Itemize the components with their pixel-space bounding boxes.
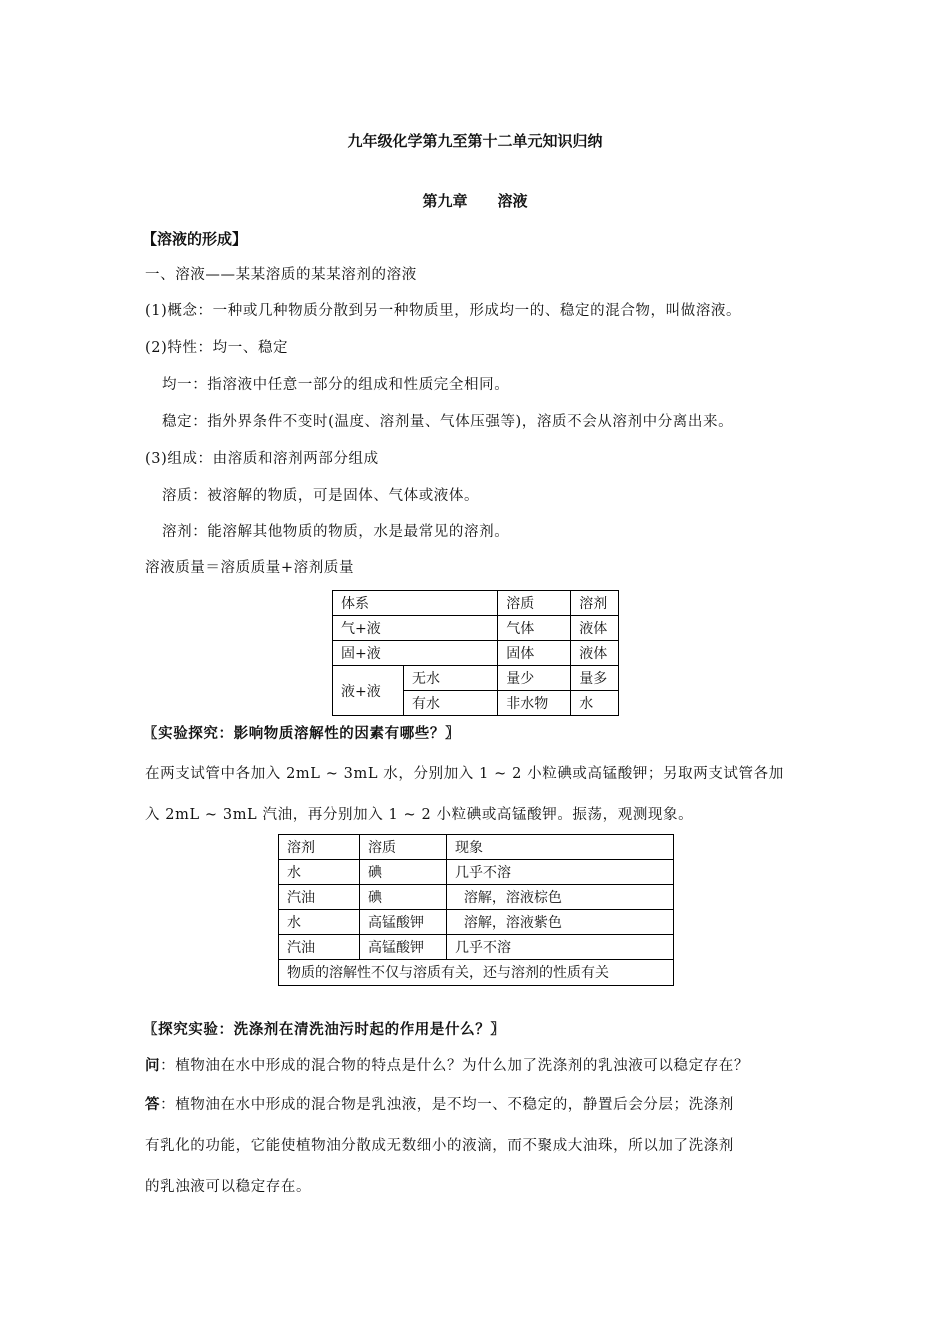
answer-line-1 xyxy=(145,1093,734,1114)
table-row xyxy=(279,960,674,986)
solubility-experiment-table xyxy=(278,834,674,986)
table-cell: 水 xyxy=(279,860,360,885)
document-title: 九年级化学第九至第十二单元知识归纳 xyxy=(347,132,603,150)
table-cell: 液体 xyxy=(571,616,619,641)
table-cell: 几乎不溶 xyxy=(447,935,674,960)
concept-line: (1)概念：一种或几种物质分散到另一种物质里，形成均一的、稳定的混合物，叫做溶液。 xyxy=(145,303,742,319)
table-header-cell: 溶剂 xyxy=(279,835,360,860)
question-line xyxy=(145,1054,749,1075)
solute-line: 溶质：被溶解的物质，可是固体、气体或液体。 xyxy=(162,488,480,504)
table-header-cell: 体系 xyxy=(333,591,498,616)
mass-formula: 溶液质量＝溶质质量+溶剂质量 xyxy=(145,560,355,576)
table-cell: 固体 xyxy=(498,641,571,666)
table-row xyxy=(333,616,619,641)
table-cell: 高锰酸钾 xyxy=(360,910,447,935)
experiment-1-title: 〖实验探究：影响物质溶解性的因素有哪些？〗 xyxy=(143,726,461,742)
table-cell: 汽油 xyxy=(279,935,360,960)
table-cell: 液+液 xyxy=(333,666,404,716)
table-cell: 几乎不溶 xyxy=(447,860,674,885)
answer-line-3: 的乳浊液可以稳定存在。 xyxy=(145,1179,312,1195)
answer-text-1: ：植物油在水中形成的混合物是乳浊液，是不均一、不稳定的，静置后会分层；洗涤剂 xyxy=(160,1097,734,1113)
definition-heading: 一、溶液——某某溶质的某某溶剂的溶液 xyxy=(145,267,417,283)
table-row xyxy=(279,885,674,910)
table-cell: 汽油 xyxy=(279,885,360,910)
table-cell: 碘 xyxy=(360,885,447,910)
table-row xyxy=(279,860,674,885)
experiment-1-line-2: 入 2mL ~ 3mL 汽油，再分别加入 1 ~ 2 小粒碘或高锰酸钾。振荡，观测现象。 xyxy=(145,807,694,823)
experiment-1-line-1: 在两支试管中各加入 2mL ~ 3mL 水，分别加入 1 ~ 2 小粒碘或高锰酸钾；另取两支试管各加 xyxy=(145,766,784,782)
conclusion-cell: 物质的溶解性不仅与溶质有关，还与溶剂的性质有关 xyxy=(279,960,674,986)
table-row xyxy=(333,641,619,666)
uniform-line: 均一：指溶液中任意一部分的组成和性质完全相同。 xyxy=(162,377,510,393)
answer-label: 答 xyxy=(145,1097,161,1113)
solvent-line: 溶剂：能溶解其他物质的物质，水是最常见的溶剂。 xyxy=(162,524,510,540)
table-cell: 固+液 xyxy=(333,641,498,666)
stable-line: 稳定：指外界条件不变时(温度、溶剂量、气体压强等)，溶质不会从溶剂中分离出来。 xyxy=(162,414,734,430)
table-cell: 气+液 xyxy=(333,616,498,641)
question-label: 问 xyxy=(145,1058,161,1074)
table-cell: 无水 xyxy=(404,666,498,691)
table-cell: 溶解，溶液棕色 xyxy=(447,885,674,910)
table-cell: 量少 xyxy=(498,666,571,691)
table-cell: 水 xyxy=(279,910,360,935)
answer-line-2: 有乳化的功能，它能使植物油分散成无数细小的液滴，而不聚成大油珠，所以加了洗涤剂 xyxy=(145,1138,734,1154)
table-row xyxy=(333,666,619,691)
table-cell: 高锰酸钾 xyxy=(360,935,447,960)
table-cell: 量多 xyxy=(571,666,619,691)
table-row xyxy=(279,935,674,960)
table-cell: 碘 xyxy=(360,860,447,885)
chapter-title: 第九章 溶液 xyxy=(422,192,528,210)
question-text: ：植物油在水中形成的混合物的特点是什么？为什么加了洗涤剂的乳浊液可以稳定存在？ xyxy=(160,1058,750,1074)
table-cell: 水 xyxy=(571,691,619,716)
property-line: (2)特性：均一、稳定 xyxy=(145,340,289,356)
table-cell: 溶解，溶液紫色 xyxy=(447,910,674,935)
solution-system-table xyxy=(332,590,619,716)
table-header-cell: 溶剂 xyxy=(571,591,619,616)
table-header-cell: 溶质 xyxy=(360,835,447,860)
table-cell: 液体 xyxy=(571,641,619,666)
composition-line: (3)组成：由溶质和溶剂两部分组成 xyxy=(145,451,379,467)
table-header-cell: 现象 xyxy=(447,835,674,860)
experiment-2-title: 〖探究实验：洗涤剂在清洗油污时起的作用是什么？〗 xyxy=(143,1022,506,1038)
section-heading-formation: 【溶液的形成】 xyxy=(142,230,248,248)
table-header-cell: 溶质 xyxy=(498,591,571,616)
table-cell: 非水物 xyxy=(498,691,571,716)
table-row xyxy=(279,910,674,935)
table-cell: 气体 xyxy=(498,616,571,641)
table-cell: 有水 xyxy=(404,691,498,716)
